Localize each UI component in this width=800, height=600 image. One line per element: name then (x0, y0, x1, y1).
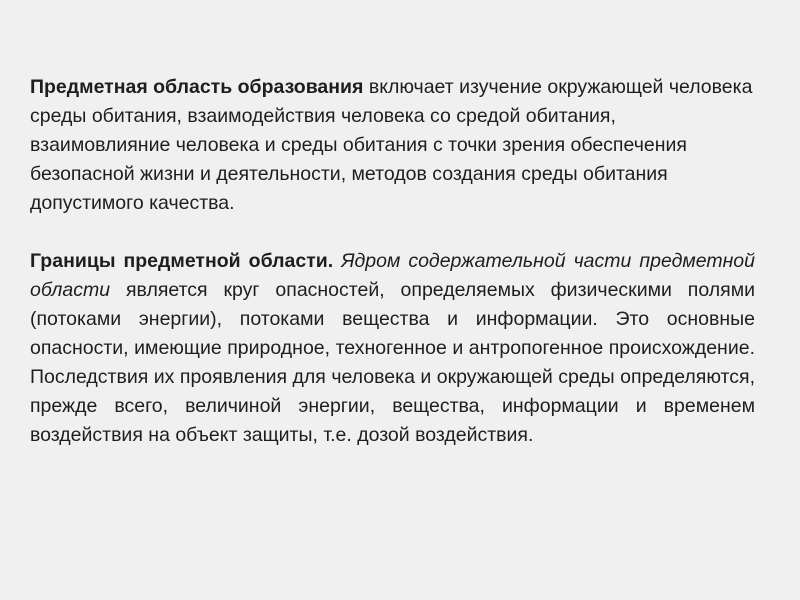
paragraph-boundaries (30, 247, 755, 450)
slide-content (30, 73, 755, 450)
boundaries-italic-text: Ядром содержательной части предметной области (30, 250, 756, 301)
paragraph-subject-area (30, 73, 755, 218)
subject-area-text: включает изучение окружающей человека среды обитания, взаимодействия человека со средой обитания, взаимовлияние человека и среды обитания с точки зрения обеспечения безопасной жизни и деятельности, методов создания среды обитания допустимого качества. (30, 76, 753, 214)
boundaries-heading: Границы предметной области. (30, 250, 334, 272)
subject-area-heading: Предметная область образования (30, 76, 364, 98)
boundaries-text: является круг опасностей, определяемых физическими полями (потоками энергии), потоками вещества и информации. Это основные опасности, имеющие природное, техногенное и антропогенное происхождение. Последствия их проявления для человека и окружающей среды определяются, прежде всего, величиной энергии, вещества, информации и временем воздействия на объект защиты, т.е. дозой воздействия. (30, 279, 755, 446)
